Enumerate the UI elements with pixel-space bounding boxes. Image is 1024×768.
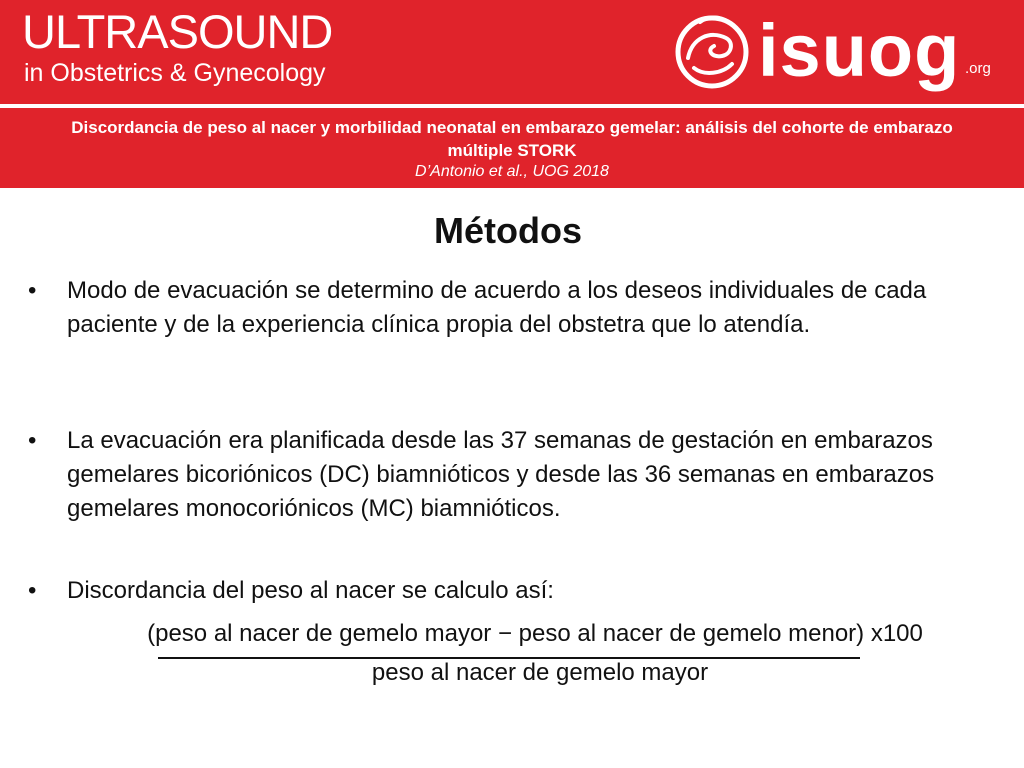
isuog-logo-text: isuog xyxy=(758,9,961,92)
formula-denominator: peso al nacer de gemelo mayor xyxy=(371,659,709,686)
bullet-marker: • xyxy=(28,427,37,454)
bullet-marker: • xyxy=(28,277,37,304)
slide-heading: Métodos xyxy=(434,210,582,251)
bullet-marker: • xyxy=(28,577,37,604)
bullet-item xyxy=(28,424,998,526)
bullet-text: Discordancia del peso al nacer se calculo así: xyxy=(67,577,554,604)
slide-header xyxy=(0,0,1024,188)
journal-subtitle: in Obstetrics & Gynecology xyxy=(24,59,326,87)
isuog-logo xyxy=(670,8,1000,100)
bullet-item xyxy=(28,574,998,608)
bullet-text: La evacuación era planificada desde las 37 semanas de gestación en embarazos gemelares bicoriónicos (DC) biamnióticos y desde las 36 semanas en embarazos gemelares monocoriónicos (MC) biamnióticos. xyxy=(67,427,935,522)
paper-citation: D’Antonio et al., UOG 2018 xyxy=(415,163,609,180)
bullet-item xyxy=(28,274,998,342)
formula-numerator: (peso al nacer de gemelo mayor − peso al nacer de gemelo menor) x100 xyxy=(147,620,923,647)
isuog-logo-mark-icon xyxy=(670,8,754,92)
bullet-text: Modo de evacuación se determino de acuerdo a los deseos individuales de cada paciente y de la experiencia clínica propia del obstetra que lo atendía. xyxy=(67,277,927,338)
journal-title: ULTRASOUND xyxy=(22,5,333,58)
isuog-logo-suffix: .org xyxy=(965,60,991,77)
header-divider xyxy=(0,104,1024,108)
paper-title: Discordancia de peso al nacer y morbilidad neonatal en embarazo gemelar: análisis del cohorte de embarazo múltiple STORK xyxy=(71,118,953,160)
